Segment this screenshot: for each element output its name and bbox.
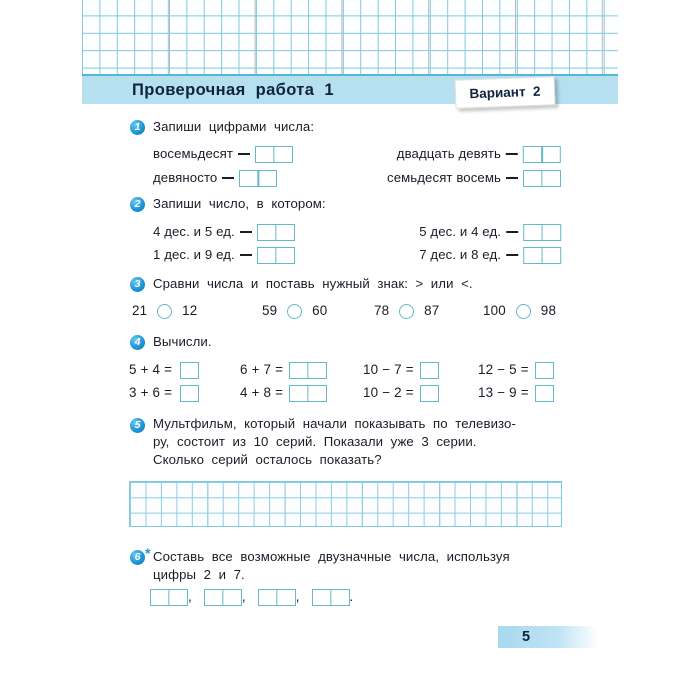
- task-2-item-1: [153, 247, 295, 264]
- task-1-item-2: [397, 146, 561, 163]
- task-2-item-2: [419, 224, 561, 241]
- equation-4: [129, 385, 199, 402]
- comparison-sign-slot[interactable]: [287, 304, 302, 319]
- dash-icon: [240, 231, 252, 233]
- answer-box-pair[interactable]: [523, 146, 561, 163]
- task-2-item-1-label: 1 дес. и 9 ед.: [153, 247, 235, 262]
- dash-icon: [506, 177, 518, 179]
- equation-6: [363, 385, 439, 402]
- task-1-item-2-label: двадцать девять: [396, 146, 501, 161]
- dash-icon: [506, 231, 518, 233]
- answer-box-pair[interactable]: [255, 146, 293, 163]
- task-1-item-3: [387, 170, 561, 187]
- separator-0: ,: [188, 589, 192, 605]
- dash-icon: [506, 153, 518, 155]
- task-1-item-1-label: девяносто: [153, 170, 218, 185]
- answer-box-pair[interactable]: [257, 247, 295, 264]
- equation-3: [478, 362, 554, 379]
- equation-1: [240, 362, 327, 379]
- answer-box-pair[interactable]: [523, 170, 561, 187]
- separator-3: .: [349, 589, 354, 605]
- answer-box-pair[interactable]: [204, 589, 242, 606]
- answer-box-pair[interactable]: [523, 224, 561, 241]
- answer-box-pair[interactable]: [289, 362, 327, 379]
- dash-icon: [240, 254, 252, 256]
- comparison-3-left: 100: [483, 303, 506, 318]
- task-1-item-1: [153, 170, 277, 187]
- answer-box[interactable]: [535, 362, 554, 379]
- task-2-number: 2: [130, 197, 145, 212]
- task-2-item-0-label: 4 дес. и 5 ед.: [153, 224, 235, 239]
- dash-icon: [506, 254, 518, 256]
- comparison-3-right: 98: [540, 303, 557, 318]
- task-2-item-3: [419, 247, 561, 264]
- task-2-item-2-label: 5 дес. и 4 ед.: [419, 224, 501, 239]
- equation-5-expr: 4 + 8 =: [240, 385, 284, 401]
- dash-icon: [238, 153, 250, 155]
- equation-4-expr: 3 + 6 =: [129, 385, 173, 401]
- task-4-number: 4: [130, 335, 145, 350]
- task-6-prompt-line-1: цифры 2 и 7.: [153, 567, 245, 582]
- comparison-1-left: 59: [262, 303, 278, 318]
- comparison-3: [483, 303, 556, 319]
- task-5-number: 5: [130, 418, 145, 433]
- equation-2-expr: 10 − 7 =: [363, 362, 414, 378]
- comparison-1-right: 60: [312, 303, 328, 318]
- task-2-item-0: [153, 224, 295, 241]
- decorative-graph-paper: [82, 0, 618, 76]
- separator-1: ,: [241, 589, 246, 605]
- equation-6-expr: 10 − 2 =: [363, 385, 414, 401]
- page-number: 5: [522, 629, 531, 645]
- task-5-answer-grid[interactable]: [129, 481, 562, 527]
- answer-box[interactable]: [535, 385, 554, 402]
- answer-box-pair[interactable]: [239, 170, 277, 187]
- answer-box[interactable]: [420, 385, 439, 402]
- task-3-prompt: Сравни числа и поставь нужный знак: > или <.: [153, 276, 473, 291]
- page-title: Проверочная работа 1: [132, 81, 334, 99]
- separator-2: ,: [295, 589, 300, 605]
- comparison-0-left: 21: [132, 303, 148, 318]
- comparison-2-left: 78: [374, 303, 390, 318]
- task-6-number: 6 *: [130, 550, 145, 565]
- task-5-prompt-line-1: ру, состоит из 10 серий. Показали уже 3 серии.: [153, 434, 477, 449]
- answer-box-pair[interactable]: [289, 385, 327, 402]
- answer-box-pair[interactable]: [258, 589, 296, 606]
- comparison-sign-slot[interactable]: [399, 304, 414, 319]
- task-4-prompt: Вычисли.: [153, 334, 212, 349]
- variant-label: Вариант 2: [469, 83, 541, 102]
- answer-box-pair[interactable]: [523, 247, 561, 264]
- equation-7-expr: 13 − 9 =: [478, 385, 529, 401]
- equation-3-expr: 12 − 5 =: [478, 362, 529, 378]
- comparison-2: [374, 303, 439, 319]
- answer-box[interactable]: [420, 362, 439, 379]
- equation-2: [363, 362, 439, 379]
- equation-0-expr: 5 + 4 =: [129, 362, 173, 378]
- task-5-prompt-line-0: Мультфильм, который начали показывать по телевизо-: [153, 416, 516, 431]
- answer-box-pair[interactable]: [257, 224, 295, 241]
- equation-7: [478, 385, 554, 402]
- task-1-number: 1: [130, 120, 145, 135]
- equation-0: [129, 362, 199, 379]
- task-6-prompt-line-0: Составь все возможные двузначные числа, используя: [153, 549, 510, 564]
- variant-tab: [455, 76, 556, 109]
- comparison-sign-slot[interactable]: [157, 304, 172, 319]
- task-2-prompt: Запиши число, в котором:: [153, 196, 326, 211]
- comparison-1: [262, 303, 327, 319]
- answer-box-pair[interactable]: [150, 589, 188, 606]
- dash-icon: [222, 177, 234, 179]
- answer-box[interactable]: [180, 385, 199, 402]
- task-1-item-0: [153, 146, 293, 163]
- comparison-sign-slot[interactable]: [516, 304, 531, 319]
- answer-box[interactable]: [180, 362, 199, 379]
- page-number-bar: [498, 626, 598, 648]
- comparison-0: [132, 303, 197, 319]
- task-6-answer-slots: [150, 589, 353, 606]
- task-1-item-0-label: восемьдесят: [153, 146, 233, 161]
- equation-5: [240, 385, 327, 402]
- task-1-prompt: Запиши цифрами числа:: [153, 119, 315, 134]
- task-1-item-3-label: семьдесят восемь: [387, 170, 501, 185]
- comparison-0-right: 12: [182, 303, 198, 318]
- task-2-item-3-label: 7 дес. и 8 ед.: [419, 247, 501, 262]
- equation-1-expr: 6 + 7 =: [240, 362, 284, 378]
- comparison-2-right: 87: [424, 303, 440, 318]
- task-3-number: 3: [130, 277, 145, 292]
- task-5-prompt-line-2: Сколько серий осталось показать?: [153, 452, 382, 467]
- answer-box-pair[interactable]: [312, 589, 350, 606]
